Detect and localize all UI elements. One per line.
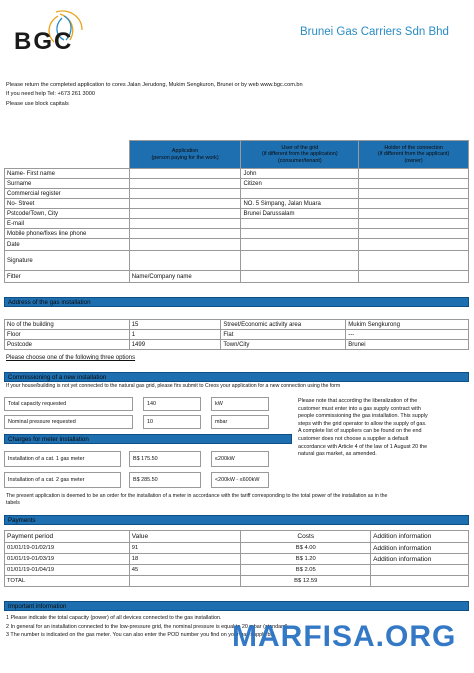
payment-cost: B$ 4.00 [241, 543, 371, 554]
application-field[interactable] [129, 199, 241, 209]
table-row [5, 239, 469, 251]
column-header: Addition information [371, 531, 469, 543]
note-line: Please note that according the liberalization of the [298, 398, 418, 404]
note-line: A complete list of suppliers can be found on the end [298, 428, 422, 435]
application-field[interactable] [129, 251, 241, 271]
footnote-line: The present application is deemed to be an order for the installation of a meter in accordance with the tariff corresponding to the total power of the installation as in the [6, 493, 388, 499]
header-line: User of the grid [281, 145, 319, 152]
table-row [5, 179, 469, 189]
address-field[interactable]: 15 [129, 320, 221, 330]
payment-info: Addition information [371, 543, 469, 554]
pressure-input[interactable]: 10 [143, 415, 201, 429]
row-label: Town/City [221, 340, 346, 350]
row-label: Pstcode/Town, City [5, 209, 130, 219]
column-header: Payment period [5, 531, 130, 543]
address-field[interactable]: Mukim Sengkurong [346, 320, 469, 330]
payment-info [371, 576, 469, 587]
row-label: No- Street [5, 199, 130, 209]
payment-cost: B$ 1.20 [241, 554, 371, 565]
header-line: (if different from the applicant) [377, 151, 450, 158]
row-label: Mobile phone/fixes line phone [5, 229, 130, 239]
payment-info [371, 565, 469, 576]
meter-price: B$ 285.50 [129, 472, 201, 488]
holder-field[interactable] [359, 169, 469, 179]
holder-field[interactable] [359, 229, 469, 239]
row-label: Floor [5, 330, 130, 340]
supplier-note [298, 398, 428, 459]
address-field[interactable]: Brunei [346, 340, 469, 350]
application-field[interactable]: Name/Company name [129, 271, 241, 283]
payment-period: 01/01/19-01/02/19 [5, 543, 130, 554]
watermark: MARFISA.ORG [232, 620, 457, 653]
row-label: Street/Economic activity area [221, 320, 346, 330]
section-header-payments: Payments [4, 515, 469, 525]
table-row [5, 199, 469, 209]
payment-value: 45 [129, 565, 241, 576]
header-line: (if different from the application) [261, 151, 338, 158]
table-row [5, 251, 469, 271]
note-line: people commissioning the gas installation. This supply [298, 413, 428, 420]
table-row-total [5, 576, 469, 587]
application-field[interactable] [129, 169, 241, 179]
table-row [5, 271, 469, 283]
address-table [4, 319, 469, 350]
address-field[interactable]: --- [346, 330, 469, 340]
section-header-commissioning: Commissioning of a new installation [4, 372, 469, 382]
user-field[interactable]: Brunei Darussalam [241, 209, 359, 219]
payment-period: TOTAL [5, 576, 130, 587]
holder-field[interactable] [359, 271, 469, 283]
commissioning-intro: If your house/building is not yet connected to the natural gas grid, please firs submit to Creos your application for a new connection using the form [6, 383, 341, 389]
application-field[interactable] [129, 189, 241, 199]
header-line: (owner) [404, 157, 423, 164]
table-row [5, 219, 469, 229]
instruction-line: Please return the completed application to cores Jalan Jerudong, Mukim Sengkuron, Brunei or by web www.bgc.com.bn [6, 82, 303, 88]
row-label: Signature [5, 251, 130, 271]
applicant-table [4, 140, 469, 283]
holder-field[interactable] [359, 239, 469, 251]
row-label: Installation of a cat. 2 gas meter [4, 472, 121, 488]
section-header-meter-charges: Charges for meter installation [4, 434, 292, 444]
application-field[interactable] [129, 209, 241, 219]
table-row [5, 209, 469, 219]
table-row [5, 189, 469, 199]
row-label: Nominal pressure requested [4, 415, 133, 429]
row-label: E-mail [5, 219, 130, 229]
column-header-application [129, 141, 241, 169]
note-line: customer must enter into a gas supply contract with [298, 405, 421, 412]
user-field[interactable]: Citizen [241, 179, 359, 189]
payment-period: 01/01/19-01/04/19 [5, 565, 130, 576]
row-label: Postcode [5, 340, 130, 350]
header-line: (person paying for the work) [151, 154, 219, 161]
table-row [5, 554, 469, 565]
holder-field[interactable] [359, 189, 469, 199]
payment-info: Addition information [371, 554, 469, 565]
application-field[interactable] [129, 179, 241, 189]
column-header-user [241, 141, 359, 169]
holder-field[interactable] [359, 219, 469, 229]
application-field[interactable] [129, 219, 241, 229]
instruction-line: If you need help Tel: +673 261 3000 [6, 91, 96, 97]
table-row [5, 330, 469, 340]
user-field[interactable] [241, 229, 359, 239]
note-line: accordance with Article 4 of the law of 1 August 20 the [298, 443, 428, 450]
row-label: Flat [221, 330, 346, 340]
note-line: steps with the grid operator to allow the supply of gas. [298, 420, 427, 427]
instruction-line: Please use block capitals [6, 101, 69, 107]
table-row [5, 229, 469, 239]
user-field[interactable] [241, 189, 359, 199]
note-line: natural gas market, as amended. [298, 451, 377, 458]
payments-table [4, 530, 469, 587]
table-row [5, 340, 469, 350]
capacity-input[interactable]: 140 [143, 397, 201, 411]
row-label: No of the building [5, 320, 130, 330]
payment-period: 01/01/19-01/03/19 [5, 554, 130, 565]
meter-price: B$ 175.50 [129, 451, 201, 467]
payment-value [129, 576, 241, 587]
important-line: 1 Please indicate the total capacity (power) of all devices connected to the gas installation. [6, 615, 222, 621]
column-header-holder [359, 141, 469, 169]
important-line: 3 The number is indicated on the gas meter. You can also enter the POD number you find on your gas supply bill. [6, 632, 276, 639]
user-field[interactable] [241, 219, 359, 229]
holder-field[interactable] [359, 209, 469, 219]
payment-value: 18 [129, 554, 241, 565]
choose-option-text: Please choose one of the following three options [6, 355, 136, 361]
section-header-address: Address of the gas installation [4, 297, 469, 307]
meter-range: <200kW - ≤600kW [211, 472, 269, 488]
row-label: Installation of a cat. 1 gas meter [4, 451, 121, 467]
holder-field[interactable] [359, 179, 469, 189]
application-field[interactable] [129, 239, 241, 251]
user-field[interactable] [241, 251, 359, 271]
pressure-unit: mbar [211, 415, 269, 429]
footnote-line: tabels [6, 500, 20, 506]
column-header: Costs [241, 531, 371, 543]
user-field[interactable]: John [241, 169, 359, 179]
holder-field[interactable] [359, 251, 469, 271]
header-line: Application [171, 148, 199, 155]
address-field[interactable]: 1499 [129, 340, 221, 350]
row-label: Total capacity requested [4, 397, 133, 411]
user-field[interactable] [241, 239, 359, 251]
table-row [5, 543, 469, 554]
header-line: Holder of the connection [384, 145, 443, 152]
bgc-logo [10, 8, 102, 64]
column-header: Value [129, 531, 241, 543]
payment-value: 91 [129, 543, 241, 554]
payment-cost: B$ 12.59 [241, 576, 371, 587]
capacity-unit: kW [211, 397, 269, 411]
row-label: Date [5, 239, 130, 251]
company-name: Brunei Gas Carriers Sdn Bhd [300, 26, 449, 38]
row-label: Commercial register [5, 189, 130, 199]
row-label: Surname [5, 179, 130, 189]
table-header-row [5, 531, 469, 543]
table-row [5, 169, 469, 179]
payment-cost: B$ 2.05 [241, 565, 371, 576]
blank-header-cell [5, 141, 130, 169]
application-field[interactable] [129, 229, 241, 239]
logo-text: BGC [14, 28, 74, 55]
address-field[interactable]: 1 [129, 330, 221, 340]
table-row [5, 320, 469, 330]
header-line: (consumer/tenant) [277, 157, 322, 164]
meter-footnote [6, 493, 387, 507]
meter-range: ≤200kW [211, 451, 269, 467]
table-row [5, 565, 469, 576]
user-field[interactable] [241, 271, 359, 283]
section-header-important: Important information [4, 601, 469, 611]
row-label: Fitter [5, 271, 130, 283]
important-line: 2 In general for an installation connected to the low-pressure grid, the nominal pressure is equal to 20 mbar (standard) [6, 623, 288, 630]
row-label: Name- First name [5, 169, 130, 179]
note-line: customer does not choose a supplier a default [298, 435, 409, 442]
user-field[interactable]: NO. 5 Simpang, Jalan Muara [241, 199, 359, 209]
holder-field[interactable] [359, 199, 469, 209]
